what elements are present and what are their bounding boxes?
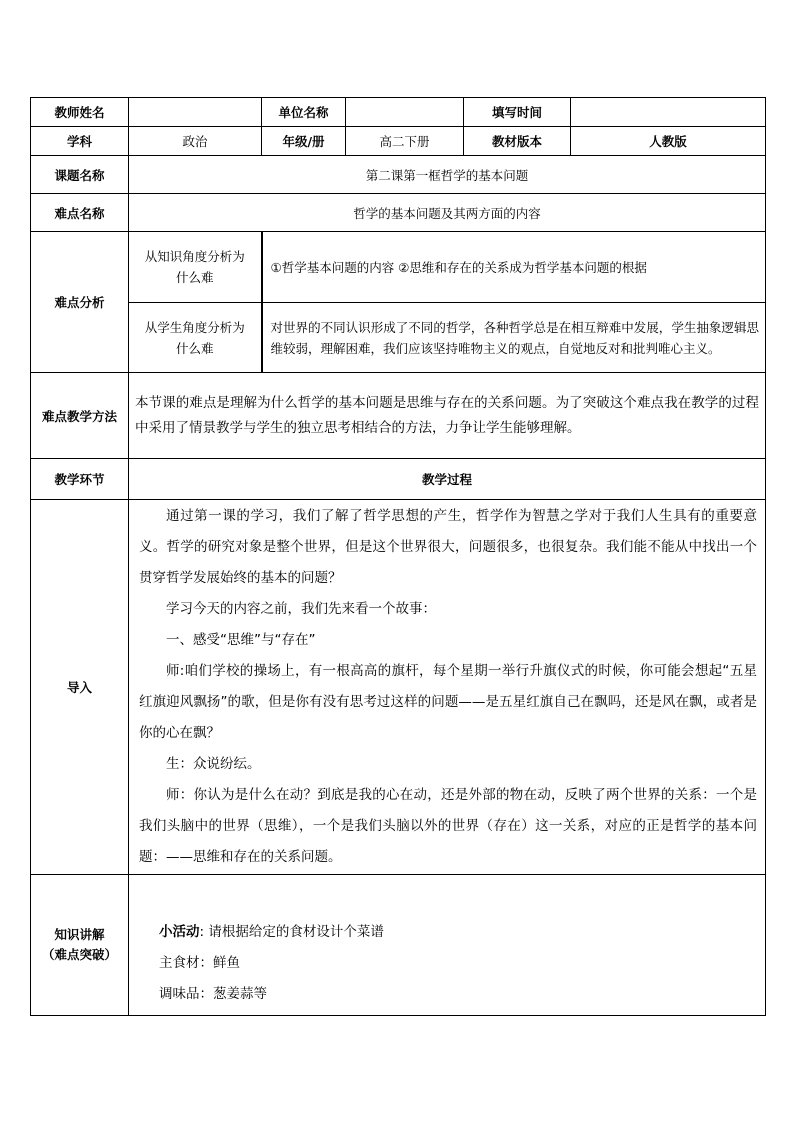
- grade-value: 高二下册: [346, 127, 464, 156]
- lesson-title-row: [31, 156, 766, 194]
- intro-paragraph: 学习今天的内容之前，我们先来看一个故事：: [166, 601, 436, 617]
- analysis-knowledge-row: [31, 232, 766, 303]
- seasoning-line: 调味品：葱姜蒜等: [159, 986, 267, 1002]
- intro-section-heading: 一、感受“思维”与“存在”: [166, 632, 316, 648]
- intro-content: [129, 500, 766, 875]
- lesson-title-value: 第二课第一框哲学的基本问题: [129, 156, 766, 194]
- student-angle-text: 对世界的不同认识形成了不同的哲学，各种哲学总是在相互辩难中发展，学生抽象逻辑思维较弱，理解困难，我们应该坚持唯物主义的观点，自觉地反对和批判唯心主义。: [262, 303, 766, 373]
- intro-paragraph: 通过第一课的学习，我们了解了哲学思想的产生，哲学作为智慧之学对于我们人生具有的重要意义。哲学的研究对象是整个世界，但是这个世界很大，问题很多，也很复杂。我们能不能从中找出一个贯穿哲学发展始终的基本的问题？: [139, 508, 757, 586]
- difficulty-analysis-label: 难点分析: [31, 232, 129, 373]
- knowledge-label: [31, 875, 129, 1016]
- teacher-name-label: 教师姓名: [31, 98, 129, 127]
- lesson-plan-table: [30, 97, 766, 1016]
- knowledge-content: [129, 875, 766, 1016]
- knowledge-label-line2: （难点突破）: [41, 947, 117, 962]
- unit-name-label: 单位名称: [262, 98, 346, 127]
- teaching-method-text: 本节课的难点是理解为什么哲学的基本问题是思维与存在的关系问题。为了突破这个难点我在教学的过程中采用了情景教学与学生的独立思考相结合的方法，力争让学生能够理解。: [129, 373, 766, 459]
- fill-date-value: [571, 98, 766, 127]
- intro-paragraph: 师:咱们学校的操场上，有一根高高的旗杆，每个星期一举行升旗仪式的时候，你可能会想起“五星红旗迎风飘扬”的歌，但是你有没有思考过这样的问题——是五星红旗自己在飘吗，还是风在飘，或者是你的心在飘？: [139, 663, 757, 741]
- difficulty-name-row: [31, 194, 766, 232]
- edition-label: 教材版本: [464, 127, 571, 156]
- teaching-process-label: 教学过程: [129, 459, 766, 500]
- fill-date-label: 填写时间: [464, 98, 571, 127]
- teaching-method-row: [31, 373, 766, 459]
- knowledge-label-line1: 知识讲解: [54, 927, 105, 942]
- intro-row: [31, 500, 766, 875]
- difficulty-name-value: 哲学的基本问题及其两方面的内容: [129, 194, 766, 232]
- knowledge-row: [31, 875, 766, 1016]
- unit-name-value: [346, 98, 464, 127]
- header-row-1: [31, 98, 766, 127]
- intro-label: 导入: [31, 500, 129, 875]
- grade-label: 年级/册: [262, 127, 346, 156]
- lesson-plan-sheet: [30, 97, 765, 1016]
- knowledge-angle-label: 从知识角度分析为什么难: [129, 232, 262, 303]
- main-ingredient-line: 主食材：鲜鱼: [159, 955, 240, 971]
- edition-value: 人教版: [571, 127, 766, 156]
- process-header-row: [31, 459, 766, 500]
- subject-value: 政治: [129, 127, 262, 156]
- student-angle-label: 从学生角度分析为什么难: [129, 303, 262, 373]
- knowledge-angle-text: ①哲学基本问题的内容 ②思维和存在的关系成为哲学基本问题的根据: [262, 232, 766, 303]
- lesson-title-label: 课题名称: [31, 156, 129, 194]
- teacher-name-value: [129, 98, 262, 127]
- difficulty-name-label: 难点名称: [31, 194, 129, 232]
- subject-label: 学科: [31, 127, 129, 156]
- header-row-2: [31, 127, 766, 156]
- teaching-step-label: 教学环节: [31, 459, 129, 500]
- activity-text: : 请根据给定的食材设计个菜谱: [199, 924, 384, 940]
- intro-paragraph: 生：众说纷纭。: [166, 756, 261, 772]
- analysis-student-row: [31, 303, 766, 373]
- activity-prefix: 小活动: [159, 924, 200, 940]
- teaching-method-label: 难点教学方法: [31, 373, 129, 459]
- activity-line: [159, 917, 759, 948]
- intro-paragraph: 师：你认为是什么在动？到底是我的心在动，还是外部的物在动，反映了两个世界的关系：一个是我们头脑中的世界（思维），一个是我们头脑以外的世界（存在）这一关系，对应的正是哲学的基本问题：——思维和存在的关系问题。: [139, 787, 757, 865]
